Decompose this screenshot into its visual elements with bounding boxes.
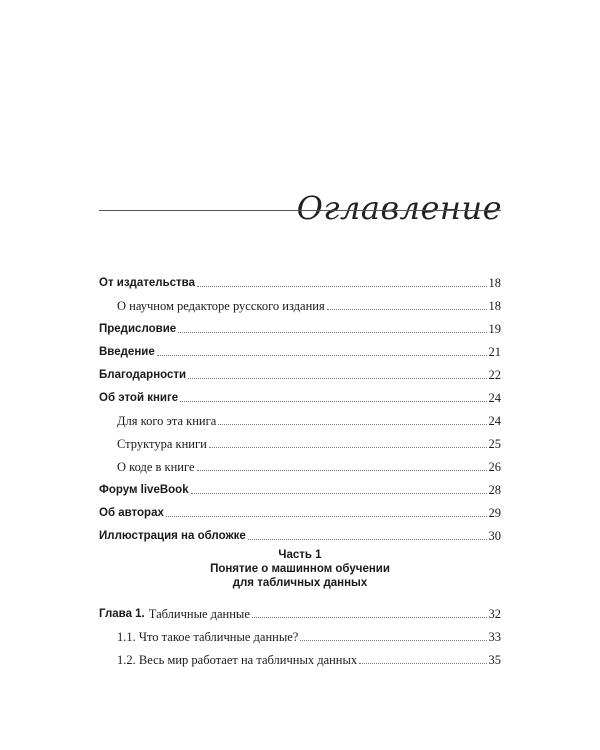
toc-entry-label: От издательства: [99, 277, 195, 289]
toc-entry-label: Для кого эта книга: [117, 414, 217, 428]
toc-entry-page: 18: [488, 276, 501, 290]
toc-entry-about-book[interactable]: [99, 385, 501, 405]
toc-entry-structure[interactable]: [99, 431, 501, 451]
dot-leader: [197, 470, 487, 471]
part-heading: [99, 548, 501, 590]
toc-entry-page: 21: [488, 345, 501, 359]
dot-leader: [166, 516, 487, 517]
dot-leader: [218, 424, 486, 425]
toc-entry-acknowledgements[interactable]: [99, 362, 501, 382]
part-title-line2: для табличных данных: [232, 577, 368, 589]
toc-entry-label: Благодарности: [99, 369, 187, 381]
toc-entry-page: 18: [488, 299, 501, 313]
toc-entry-label: Структура книги: [117, 437, 207, 451]
toc-entry-section-1-1[interactable]: [99, 624, 501, 644]
dot-leader: [248, 539, 487, 540]
toc-entry-label: Форум liveBook: [99, 484, 189, 496]
dot-leader: [180, 401, 486, 402]
toc-entry-page: 35: [488, 653, 501, 667]
dot-leader: [359, 663, 486, 664]
toc-entry-label: Предисловие: [99, 323, 177, 335]
toc-entry-forum[interactable]: [99, 477, 501, 497]
toc-entry-page: 25: [488, 437, 501, 451]
chapter-prefix: Глава 1.: [99, 608, 145, 620]
dot-leader: [157, 355, 487, 356]
toc-entry-label: Об этой книге: [99, 392, 179, 404]
part-number: Часть 1: [278, 549, 322, 561]
dot-leader: [191, 493, 487, 494]
dot-leader: [252, 617, 487, 618]
page-title: Оглавление: [296, 189, 502, 228]
toc-entry-label: О научном редакторе русского издания: [117, 299, 325, 313]
toc-entry-label: 1.2. Весь мир работает на табличных данных: [117, 653, 358, 667]
toc-entry-page: 29: [488, 506, 501, 520]
toc-entry-page: 19: [488, 322, 501, 336]
toc-entry-publisher[interactable]: [99, 270, 501, 290]
chapter-title: Табличные данные: [148, 607, 250, 621]
toc-entry-preface[interactable]: [99, 316, 501, 336]
dot-leader: [327, 309, 487, 310]
toc-entry-label: О коде в книге: [117, 460, 195, 474]
title-rule: [99, 210, 501, 211]
toc-entry-scientific-editor[interactable]: [99, 293, 501, 313]
toc-entry-audience[interactable]: [99, 408, 501, 428]
toc-entry-page: 24: [488, 391, 501, 405]
toc-entry-label: Об авторах: [99, 507, 164, 519]
dot-leader: [197, 286, 487, 287]
dot-leader: [188, 378, 486, 379]
toc-entry-page: 24: [488, 414, 501, 428]
toc-entry-introduction[interactable]: [99, 339, 501, 359]
toc-entry-page: 32: [488, 607, 501, 621]
dot-leader: [209, 447, 487, 448]
toc-entry-page: 28: [488, 483, 501, 497]
dot-leader: [300, 640, 486, 641]
toc-entry-label: 1.1. Что такое табличные данные?: [117, 630, 299, 644]
toc-entry-cover[interactable]: [99, 523, 501, 543]
toc-entry-chapter-1[interactable]: [99, 601, 501, 621]
toc-entry-label: Иллюстрация на обложке: [99, 530, 246, 542]
toc-entry-code[interactable]: [99, 454, 501, 474]
toc-entry-page: 30: [488, 529, 501, 543]
dot-leader: [178, 332, 486, 333]
toc-entry-authors[interactable]: [99, 500, 501, 520]
toc-entry-section-1-2[interactable]: [99, 647, 501, 667]
toc-entry-label: Введение: [99, 346, 155, 358]
toc-entry-page: 22: [488, 368, 501, 382]
part-title-line1: Понятие о машинном обучении: [210, 563, 390, 575]
toc-entry-page: 33: [488, 630, 501, 644]
toc-entry-page: 26: [488, 460, 501, 474]
